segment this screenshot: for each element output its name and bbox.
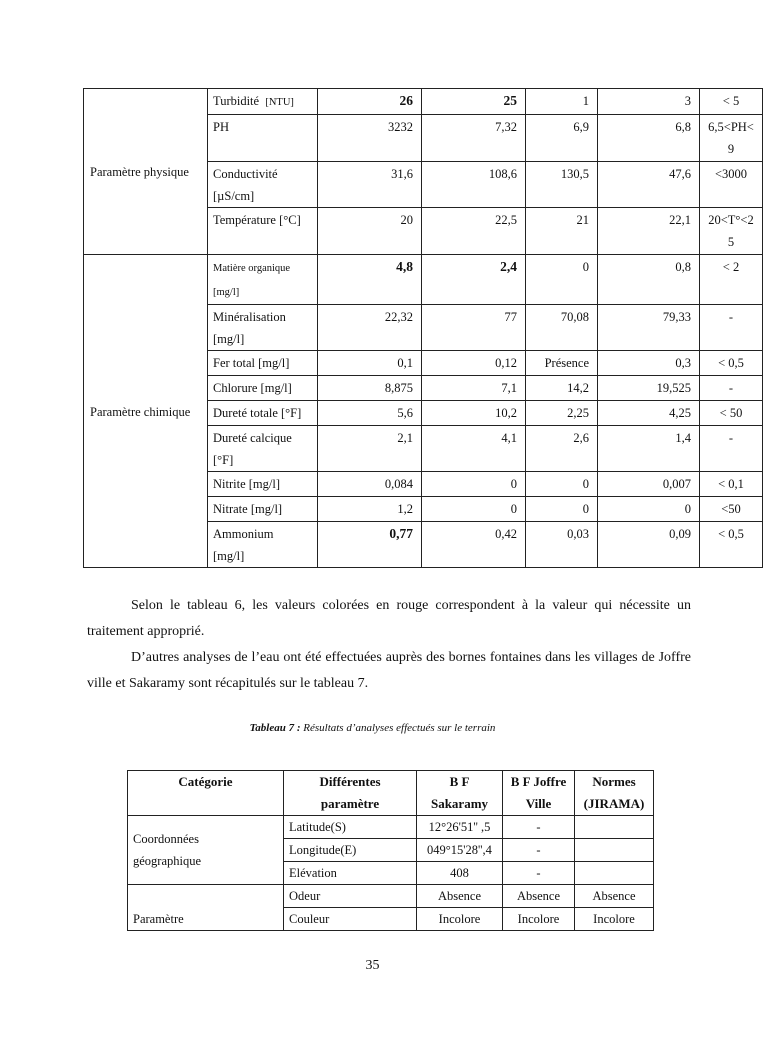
norm-cell: - [700, 305, 763, 351]
value-cell: 0,03 [526, 522, 598, 568]
value-cell: 26 [318, 89, 422, 115]
norm-cell: < 2 [700, 255, 763, 305]
value-cell: 0 [422, 472, 526, 497]
norm-cell: < 0,1 [700, 472, 763, 497]
param-cell: Matière organique [mg/l] [208, 255, 318, 305]
category-physical: Paramètre physique [84, 89, 208, 255]
paragraph-2: D’autres analyses de l’eau ont été effectuées auprès des bornes fontaines dans les villages de Joffre ville et Sakaramy sont récapitulés sur le tableau 7. [87, 650, 691, 691]
value-cell: 2,1 [318, 426, 422, 472]
norm-cell: Absence [575, 885, 654, 908]
value-cell: 25 [422, 89, 526, 115]
value-cell: 0 [598, 497, 700, 522]
value-cell: 108,6 [422, 162, 526, 208]
value-cell: 22,1 [598, 208, 700, 255]
paragraph-1: Selon le tableau 6, les valeurs colorées en rouge correspondent à la valeur qui nécessite un traitement approprié. [87, 598, 691, 639]
param-cell: Minéralisation [mg/l] [208, 305, 318, 351]
param-cell: Chlorure [mg/l] [208, 376, 318, 401]
value-cell: 0,12 [422, 351, 526, 376]
value-cell: - [503, 862, 575, 885]
water-analysis-table [83, 88, 763, 568]
value-cell: 21 [526, 208, 598, 255]
value-cell: 408 [417, 862, 503, 885]
norm-cell: <50 [700, 497, 763, 522]
norm-cell: < 5 [700, 89, 763, 115]
value-cell: 0,1 [318, 351, 422, 376]
field-results-table [127, 770, 654, 931]
value-cell: Présence [526, 351, 598, 376]
category-parameter: Paramètre [128, 885, 284, 931]
table-row [84, 255, 763, 305]
param-cell: Conductivité [µS/cm] [208, 162, 318, 208]
norm-cell: < 0,5 [700, 351, 763, 376]
category-geo: Coordonnées géographique [128, 816, 284, 885]
param-cell: Turbidité [NTU] [208, 89, 318, 115]
value-cell: 6,8 [598, 115, 700, 162]
header-bf-joffre: B F Joffre Ville [503, 771, 575, 816]
value-cell: 47,6 [598, 162, 700, 208]
header-norms: Normes (JIRAMA) [575, 771, 654, 816]
value-cell: 8,875 [318, 376, 422, 401]
value-cell: 2,4 [422, 255, 526, 305]
norm-cell: 6,5<PH< 9 [700, 115, 763, 162]
value-cell: 130,5 [526, 162, 598, 208]
table-caption: Tableau 7 : Résultats d’analyses effectués sur le terrain [249, 722, 496, 734]
header-parameters: Différentes paramètre [284, 771, 417, 816]
value-cell: 6,9 [526, 115, 598, 162]
param-cell: Ammonium [mg/l] [208, 522, 318, 568]
param-cell: Elévation [284, 862, 417, 885]
value-cell: 22,32 [318, 305, 422, 351]
value-cell: 5,6 [318, 401, 422, 426]
value-cell: 0,8 [598, 255, 700, 305]
norm-cell: Incolore [575, 908, 654, 931]
norm-cell: - [700, 426, 763, 472]
value-cell: 2,25 [526, 401, 598, 426]
value-cell: 0 [526, 472, 598, 497]
param-cell: Nitrite [mg/l] [208, 472, 318, 497]
value-cell: 70,08 [526, 305, 598, 351]
value-cell: 0 [526, 497, 598, 522]
value-cell: 7,1 [422, 376, 526, 401]
value-cell: 1,2 [318, 497, 422, 522]
param-cell: Couleur [284, 908, 417, 931]
value-cell: Absence [503, 885, 575, 908]
value-cell: 12°26'51'' ,5 [417, 816, 503, 839]
value-cell: 1,4 [598, 426, 700, 472]
value-cell: - [503, 839, 575, 862]
param-cell: PH [208, 115, 318, 162]
norm-cell: < 0,5 [700, 522, 763, 568]
norm-cell [575, 816, 654, 839]
value-cell: 0,42 [422, 522, 526, 568]
value-cell: 0,77 [318, 522, 422, 568]
value-cell: 049°15'28'',4 [417, 839, 503, 862]
header-category: Catégorie [128, 771, 284, 816]
table-row [84, 89, 763, 115]
param-cell: Dureté totale [°F] [208, 401, 318, 426]
value-cell: 22,5 [422, 208, 526, 255]
value-cell: 20 [318, 208, 422, 255]
value-cell: 0,09 [598, 522, 700, 568]
table-header-row [128, 771, 654, 816]
value-cell: Incolore [417, 908, 503, 931]
value-cell: 4,25 [598, 401, 700, 426]
value-cell: 77 [422, 305, 526, 351]
value-cell: 4,1 [422, 426, 526, 472]
norm-cell: < 50 [700, 401, 763, 426]
table-row [128, 885, 654, 908]
param-cell: Dureté calcique [°F] [208, 426, 318, 472]
value-cell: 0,084 [318, 472, 422, 497]
param-cell: Longitude(E) [284, 839, 417, 862]
value-cell: 79,33 [598, 305, 700, 351]
value-cell: 0,007 [598, 472, 700, 497]
value-cell: 1 [526, 89, 598, 115]
value-cell: 31,6 [318, 162, 422, 208]
value-cell: 0 [526, 255, 598, 305]
value-cell: Incolore [503, 908, 575, 931]
value-cell: Absence [417, 885, 503, 908]
value-cell: 14,2 [526, 376, 598, 401]
param-cell: Température [°C] [208, 208, 318, 255]
value-cell: 3 [598, 89, 700, 115]
norm-cell [575, 839, 654, 862]
value-cell: 3232 [318, 115, 422, 162]
norm-cell: 20<T°<2 5 [700, 208, 763, 255]
value-cell: 0,3 [598, 351, 700, 376]
category-chemical: Paramètre chimique [84, 255, 208, 568]
value-cell: - [503, 816, 575, 839]
value-cell: 7,32 [422, 115, 526, 162]
norm-cell: <3000 [700, 162, 763, 208]
param-cell: Nitrate [mg/l] [208, 497, 318, 522]
page-number: 35 [365, 958, 380, 973]
value-cell: 19,525 [598, 376, 700, 401]
norm-cell [575, 862, 654, 885]
param-cell: Fer total [mg/l] [208, 351, 318, 376]
table-row [128, 816, 654, 839]
value-cell: 4,8 [318, 255, 422, 305]
param-cell: Odeur [284, 885, 417, 908]
norm-cell: - [700, 376, 763, 401]
value-cell: 0 [422, 497, 526, 522]
value-cell: 10,2 [422, 401, 526, 426]
param-cell: Latitude(S) [284, 816, 417, 839]
value-cell: 2,6 [526, 426, 598, 472]
header-bf-sakaramy: B F Sakaramy [417, 771, 503, 816]
